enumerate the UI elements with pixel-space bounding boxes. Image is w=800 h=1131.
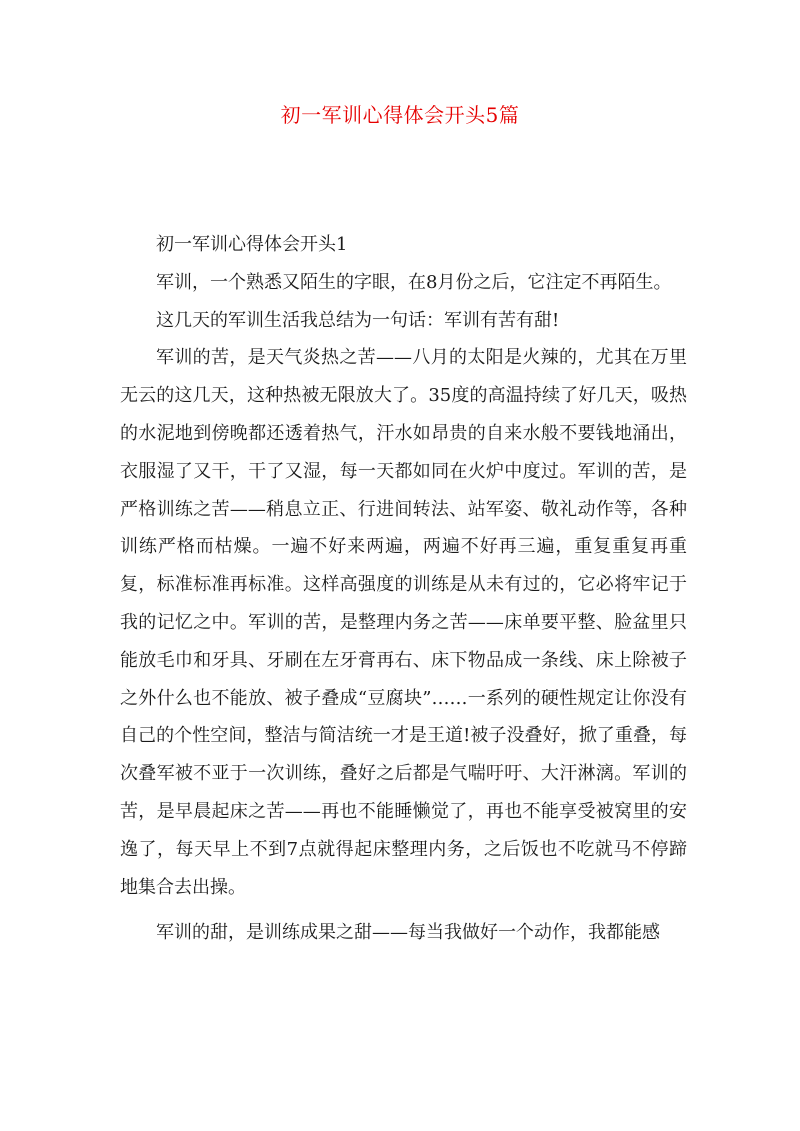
- document-body: [120, 226, 687, 952]
- paragraph: 军训，一个熟悉又陌生的字眼，在8月份之后，它注定不再陌生。: [156, 271, 672, 293]
- paragraph: 军训的甜，是训练成果之甜——每当我做好一个动作，我都能感: [156, 922, 660, 944]
- paragraph: 这几天的军训生活我总结为一句话：军训有苦有甜!: [156, 309, 560, 331]
- section-heading: 初一军训心得体会开头1: [156, 234, 348, 255]
- paragraph: 军训的苦，是天气炎热之苦——八月的太阳是火辣的，尤其在万里无云的这几天，这种热被无限放大了。35度的高温持续了好几天，吸热的水泥地到傍晚都还透着热气，汗水如昂贵的自来水般不要钱地涌出，衣服湿了又干，干了又湿，每一天都如同在火炉中度过。军训的苦，是严格训练之苦——稍息立正、行进间转法、站军姿、敬礼动作等，各种训练严格而枯燥。一遍不好来两遍，两遍不好再三遍，重复重复再重复，标准标准再标准。这样高强度的训练是从未有过的，它必将牢记于我的记忆之中。军训的苦，是整理内务之苦——床单要平整、脸盆里只能放毛巾和牙具、牙刷在左牙膏再右、床下物品成一条线、床上除被子之外什么也不能放、被子叠成“豆腐块”……一系列的硬性规定让你没有自己的个性空间，整洁与简洁统一才是王道!被子没叠好，掀了重叠，每次叠军被不亚于一次训练，叠好之后都是气喘吁吁、大汗淋漓。军训的苦，是早晨起床之苦——再也不能睡懒觉了，再也不能享受被窝里的安逸了，每天早上不到7点就得起床整理内务，之后饭也不吃就马不停蹄地集合去出操。: [120, 347, 687, 898]
- document-title: 初一军训心得体会开头5篇: [280, 103, 520, 127]
